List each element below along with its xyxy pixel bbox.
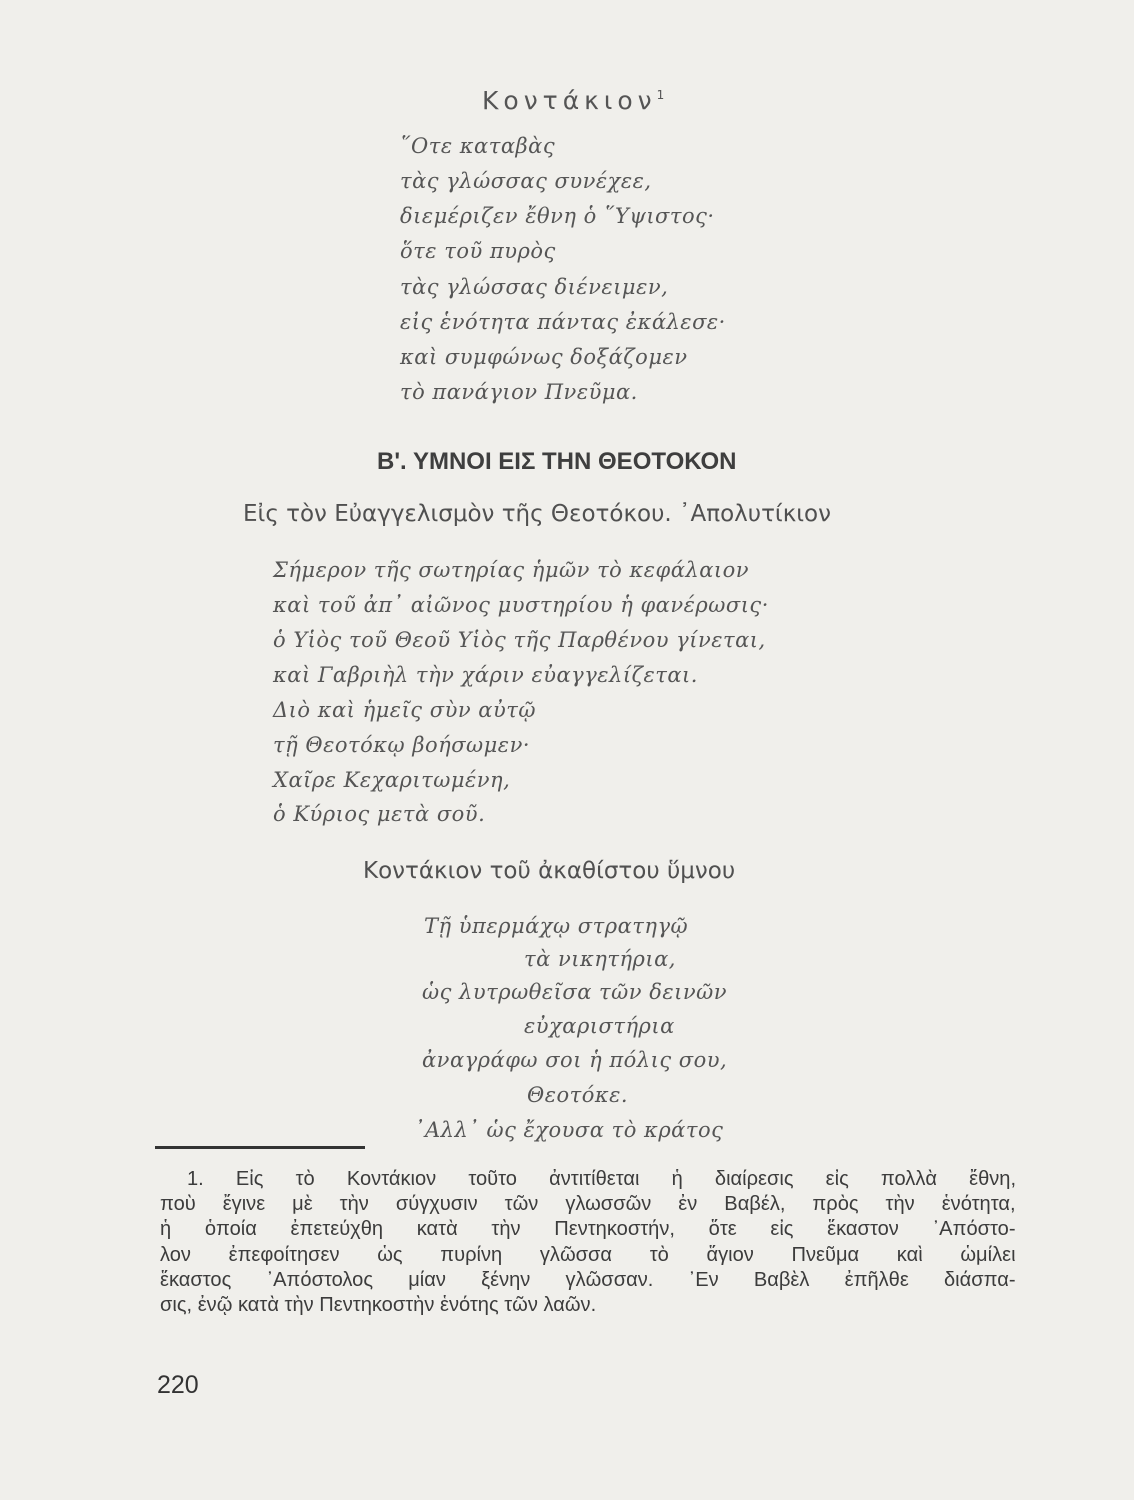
- footnote-line: ἡ ὁποία ἐπετεύχθη κατὰ τὴν Πεντηκοστήν, ὅτε εἰς ἕκαστον ᾿Απόστο-: [160, 1217, 1016, 1240]
- verse-line: τὰς γλώσσας συνέχεε,: [400, 169, 652, 193]
- verse-line: Σήμερον τῆς σωτηρίας ἡμῶν τὸ κεφάλαιον: [273, 558, 750, 582]
- verse-line: ὁ Υἱὸς τοῦ Θεοῦ Υἱὸς τῆς Παρθένου γίνεται,: [273, 628, 766, 652]
- verse-line: ᾿Αλλ᾽ ὡς ἔχουσα τὸ κράτος: [414, 1118, 724, 1142]
- verse-line: τῇ Θεοτόκῳ βοήσωμεν·: [273, 733, 531, 757]
- apolytikion-title: Εἰς τὸν Εὐαγγελισμὸν τῆς Θεοτόκου. ᾿Απολυτίκιον: [243, 501, 831, 527]
- verse-line: ἀναγράφω σοι ἡ πόλις σου,: [422, 1048, 728, 1072]
- verse-line: τὸ πανάγιον Πνεῦμα.: [400, 380, 638, 404]
- verse-line: Τῇ ὑπερμάχῳ στρατηγῷ: [424, 914, 689, 938]
- section-heading: Β'. ΥΜΝΟΙ ΕΙΣ ΤΗΝ ΘΕΟΤΟΚΟΝ: [377, 448, 737, 475]
- verse-line: διεμέριζεν ἔθνη ὁ ῞Υψιστος·: [400, 204, 715, 228]
- verse-line: Θεοτόκε.: [527, 1083, 629, 1107]
- verse-line: καὶ Γαβριὴλ τὴν χάριν εὐαγγελίζεται.: [273, 663, 698, 687]
- footnote-separator: [155, 1146, 365, 1149]
- akathist-title: Κοντάκιον τοῦ ἀκαθίστου ὕμνου: [363, 858, 736, 884]
- kontakion-title: [482, 88, 664, 113]
- verse-line: τὰ νικητήρια,: [524, 947, 676, 971]
- verse-line: Χαῖρε Κεχαριτωμένη,: [273, 768, 511, 792]
- footnote-reference: 1: [656, 88, 665, 102]
- footnote-line: λον ἐπεφοίτησεν ὡς πυρίνη γλῶσσα τὸ ἅγιον Πνεῦμα καὶ ὡμίλει: [160, 1243, 1016, 1266]
- page-number: 220: [157, 1371, 199, 1399]
- verse-line: εἰς ἑνότητα πάντας ἐκάλεσε·: [400, 310, 726, 334]
- kontakion-title-text: Κοντάκιον: [482, 86, 657, 115]
- verse-line: ὅτε τοῦ πυρὸς: [400, 239, 556, 263]
- footnote-line: ἕκαστος ᾿Απόστολος μίαν ξένην γλῶσσαν. ᾿Εν Βαβὲλ ἐπῆλθε διάσπα-: [160, 1268, 1016, 1291]
- verse-line: ῞Οτε καταβὰς: [400, 134, 556, 158]
- verse-line: τὰς γλώσσας διένειμεν,: [400, 275, 669, 299]
- verse-line: εὐχαριστήρια: [524, 1014, 675, 1038]
- footnote-line: ποὺ ἔγινε μὲ τὴν σύγχυσιν τῶν γλωσσῶν ἐν Βαβέλ, πρὸς τὴν ἑνότητα,: [160, 1192, 1016, 1215]
- verse-line: καὶ συμφώνως δοξάζομεν: [400, 345, 688, 369]
- verse-line: Διὸ καὶ ἡμεῖς σὺν αὐτῷ: [273, 698, 536, 722]
- verse-line: ὁ Κύριος μετὰ σοῦ.: [273, 802, 486, 826]
- verse-line: καὶ τοῦ ἀπ᾽ αἰῶνος μυστηρίου ἡ φανέρωσις·: [273, 593, 769, 617]
- footnote-line: 1. Εἰς τὸ Κοντάκιον τοῦτο ἀντιτίθεται ἡ διαίρεσις εἰς πολλὰ ἔθνη,: [187, 1167, 1017, 1190]
- footnote-line: σις, ἐνῷ κατὰ τὴν Πεντηκοστὴν ἑνότης τῶν λαῶν.: [160, 1293, 597, 1316]
- verse-line: ὡς λυτρωθεῖσα τῶν δεινῶν: [422, 980, 728, 1004]
